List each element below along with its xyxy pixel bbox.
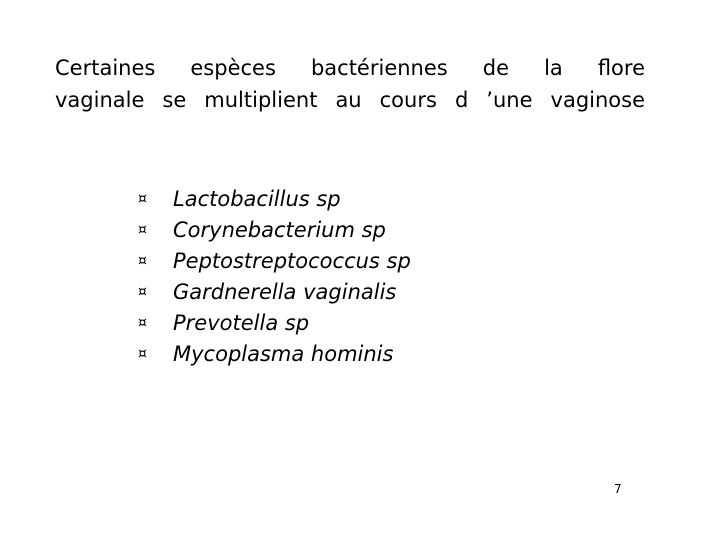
species-name: Corynebacterium sp (173, 218, 386, 242)
bullet-icon: ¤ (138, 191, 147, 207)
list-item (138, 308, 411, 339)
species-name: Gardnerella vaginalis (173, 280, 397, 304)
species-name: Mycoplasma hominis (173, 342, 394, 366)
list-item (138, 246, 411, 277)
species-name: Lactobacillus sp (173, 187, 341, 211)
bullet-icon: ¤ (138, 222, 147, 238)
bullet-icon: ¤ (138, 346, 147, 362)
bullet-icon: ¤ (138, 253, 147, 269)
list-item (138, 215, 411, 246)
page-number: 7 (614, 482, 622, 496)
bullet-icon: ¤ (138, 284, 147, 300)
species-name: Prevotella sp (173, 311, 310, 335)
list-item (138, 277, 411, 308)
slide-heading (55, 52, 645, 116)
species-list (138, 184, 411, 370)
heading-line-2: vaginale se multiplient au cours d ’une vaginose (55, 88, 645, 112)
species-name: Peptostreptococcus sp (173, 249, 411, 273)
list-item (138, 339, 411, 370)
list-item (138, 184, 411, 215)
heading-line-1: Certaines espèces bactériennes de la flore (55, 56, 645, 80)
bullet-icon: ¤ (138, 315, 147, 331)
